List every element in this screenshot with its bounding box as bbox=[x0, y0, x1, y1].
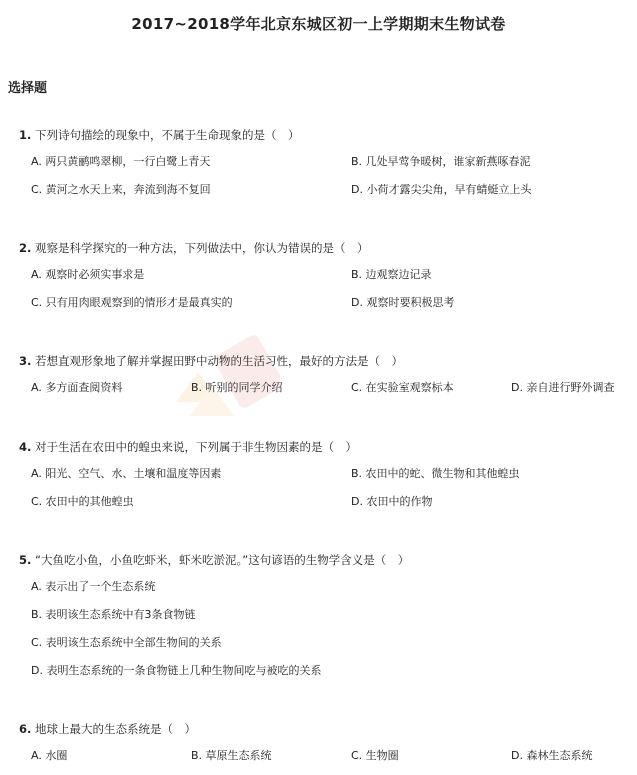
option-d[interactable]: D. 观察时要积极思考 bbox=[351, 296, 455, 309]
option-c[interactable]: C. 农田中的其他蝗虫 bbox=[31, 495, 134, 508]
section-heading: 选择题 bbox=[8, 81, 48, 96]
question-text: 若想直观形象地了解并掌握田野中动物的生活习性，最好的方法是（ ） bbox=[35, 354, 404, 368]
question-text: “大鱼吃小鱼，小鱼吃虾米，虾米吃淤泥。”这句谚语的生物学含义是（ ） bbox=[35, 553, 410, 567]
option-d[interactable]: D. 小荷才露尖尖角，早有蜻蜓立上头 bbox=[351, 183, 532, 196]
option-a[interactable]: A. 两只黄鹂鸣翠柳，一行白鹭上青天 bbox=[31, 155, 211, 168]
option-c[interactable]: C. 只有用肉眼观察到的情形才是最真实的 bbox=[31, 296, 233, 309]
question-stem bbox=[19, 352, 629, 370]
option-c[interactable]: C. 在实验室观察标本 bbox=[351, 381, 454, 394]
option-a[interactable]: A. 观察时必须实事求是 bbox=[31, 268, 145, 281]
option-a[interactable]: A. 水圈 bbox=[31, 749, 68, 762]
option-d[interactable]: D. 亲自进行野外调查 bbox=[511, 381, 615, 394]
question-2 bbox=[19, 239, 629, 322]
page-title: 2017~2018学年北京东城区初一上学期期末生物试卷 bbox=[131, 15, 506, 33]
option-b[interactable]: B. 听别的同学介绍 bbox=[191, 381, 283, 394]
question-stem bbox=[19, 438, 629, 456]
question-number: 6. bbox=[19, 722, 32, 736]
question-4 bbox=[19, 438, 629, 521]
option-c[interactable]: C. 生物圈 bbox=[351, 749, 399, 762]
question-text: 观察是科学探究的一种方法，下列做法中，你认为错误的是（ ） bbox=[35, 241, 369, 255]
question-number: 2. bbox=[19, 241, 32, 255]
question-text: 下列诗句描绘的现象中，不属于生命现象的是（ ） bbox=[35, 128, 300, 142]
question-stem bbox=[19, 551, 629, 569]
option-a[interactable]: A. 表示出了一个生态系统 bbox=[31, 580, 156, 593]
question-stem bbox=[19, 720, 629, 738]
option-b[interactable]: B. 边观察边记录 bbox=[351, 268, 432, 281]
option-c[interactable]: C. 黄河之水天上来，奔流到海不复回 bbox=[31, 183, 211, 196]
option-a[interactable]: A. 阳光、空气、水、土壤和温度等因素 bbox=[31, 467, 222, 480]
option-d[interactable]: D. 森林生态系统 bbox=[511, 749, 593, 762]
question-text: 对于生活在农田中的蝗虫来说，下列属于非生物因素的是（ ） bbox=[35, 440, 358, 454]
question-5 bbox=[19, 551, 629, 690]
question-number: 3. bbox=[19, 354, 32, 368]
question-3 bbox=[19, 352, 629, 407]
question-number: 4. bbox=[19, 440, 32, 454]
question-1 bbox=[19, 126, 629, 209]
option-b[interactable]: B. 草原生态系统 bbox=[191, 749, 272, 762]
question-number: 5. bbox=[19, 553, 32, 567]
option-b[interactable]: B. 农田中的蛇、微生物和其他蝗虫 bbox=[351, 467, 520, 480]
option-a[interactable]: A. 多方面查阅资料 bbox=[31, 381, 123, 394]
option-d[interactable]: D. 农田中的作物 bbox=[351, 495, 433, 508]
question-6 bbox=[19, 720, 629, 775]
question-stem bbox=[19, 126, 629, 144]
option-b[interactable]: B. 表明该生态系统中有3条食物链 bbox=[31, 608, 196, 621]
question-number: 1. bbox=[19, 128, 32, 142]
option-d[interactable]: D. 表明生态系统的一条食物链上几种生物间吃与被吃的关系 bbox=[31, 664, 322, 677]
question-stem bbox=[19, 239, 629, 257]
question-text: 地球上最大的生态系统是（ ） bbox=[35, 722, 197, 736]
option-c[interactable]: C. 表明该生态系统中全部生物间的关系 bbox=[31, 636, 222, 649]
option-b[interactable]: B. 几处早莺争暖树，谁家新燕啄春泥 bbox=[351, 155, 531, 168]
